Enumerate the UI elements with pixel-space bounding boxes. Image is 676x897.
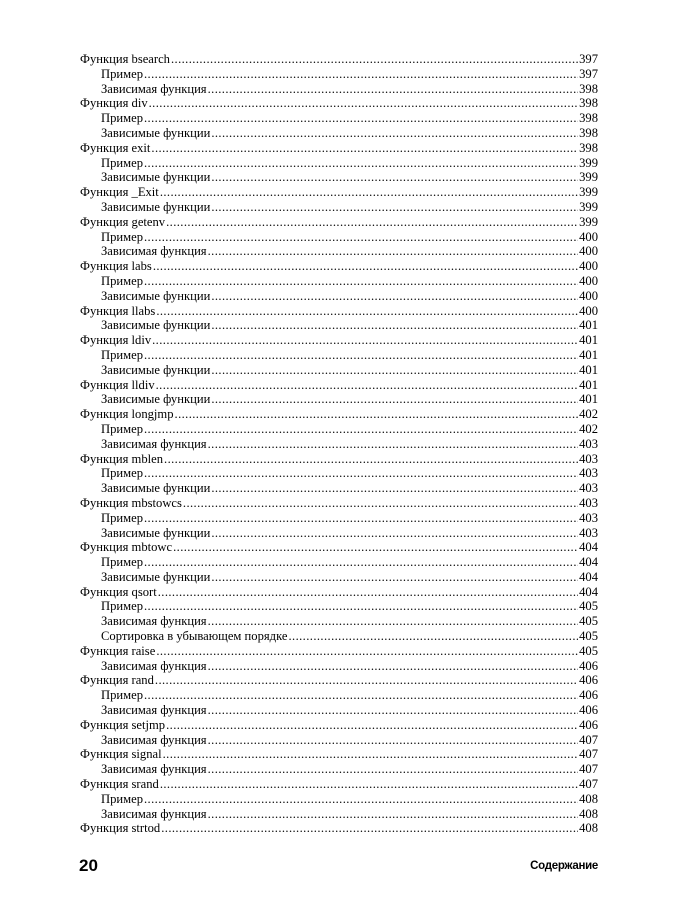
toc-entry-title: Зависимая функция (101, 436, 207, 451)
toc-entry (80, 673, 598, 688)
toc-entry-page: 406 (579, 658, 598, 673)
toc-entry-page: 404 (579, 569, 598, 584)
toc-entry-title: Зависимые функции (101, 392, 211, 407)
toc-entry-title: Функция srand (80, 777, 159, 792)
toc-entry-title: Зависимая функция (101, 703, 207, 718)
toc-entry (80, 511, 598, 526)
toc-entry (80, 200, 598, 215)
toc-entry-title: Функция bsearch (80, 52, 170, 66)
toc-entry-page: 398 (579, 125, 598, 140)
toc-entry-page: 399 (579, 185, 598, 200)
toc-entry-title: Зависимые функции (101, 125, 211, 140)
toc-entry (80, 141, 598, 156)
toc-entry (80, 96, 598, 111)
toc-entry (80, 348, 598, 363)
toc-entry (80, 540, 598, 555)
toc-entry-page: 407 (579, 732, 598, 747)
toc-entry-title: Зависимые функции (101, 525, 211, 540)
toc-entry (80, 422, 598, 437)
toc-entry-page: 405 (579, 614, 598, 629)
toc-entry-page: 400 (579, 303, 598, 318)
toc-entry-page: 400 (579, 229, 598, 244)
dot-leader (208, 82, 579, 97)
toc-entry-page: 404 (579, 584, 598, 599)
toc-entry-title: Пример (101, 66, 143, 81)
dot-leader (149, 96, 578, 111)
dot-leader (208, 437, 579, 452)
dot-leader (288, 629, 578, 644)
toc-entry-title: Пример (101, 421, 143, 436)
toc-entry-page: 402 (579, 421, 598, 436)
dot-leader (144, 688, 578, 703)
toc-entry-title: Функция setjmp (80, 717, 166, 732)
toc-entry (80, 52, 598, 67)
dot-leader (160, 185, 578, 200)
toc-entry-title: Функция div (80, 96, 148, 111)
dot-leader (173, 540, 578, 555)
toc-entry (80, 807, 598, 822)
toc-entry (80, 688, 598, 703)
toc-entry (80, 230, 598, 245)
toc-entry (80, 392, 598, 407)
toc-entry-title: Функция lldiv (80, 377, 155, 392)
dot-leader (158, 585, 578, 600)
dot-leader (153, 259, 578, 274)
toc-entry (80, 244, 598, 259)
toc-entry (80, 215, 598, 230)
toc-entry (80, 363, 598, 378)
toc-entry-page: 400 (579, 259, 598, 274)
dot-leader (166, 215, 578, 230)
dot-leader (208, 762, 579, 777)
dot-leader (151, 141, 578, 156)
toc-entry (80, 733, 598, 748)
toc-entry (80, 452, 598, 467)
dot-leader (211, 200, 578, 215)
toc-entry-page: 399 (579, 170, 598, 185)
dot-leader (161, 821, 578, 836)
toc-entry (80, 555, 598, 570)
toc-entry (80, 614, 598, 629)
toc-entry-page: 406 (579, 703, 598, 718)
toc-entry-title: Функция labs (80, 259, 152, 274)
dot-leader (208, 703, 579, 718)
dot-leader (211, 526, 578, 541)
toc-entry-title: Функция signal (80, 747, 162, 762)
toc-entry-page: 407 (579, 762, 598, 777)
toc-entry (80, 304, 598, 319)
toc-entry-page: 400 (579, 288, 598, 303)
toc-entry-title: Зависимая функция (101, 614, 207, 629)
toc-entry (80, 259, 598, 274)
dot-leader (175, 407, 579, 422)
dot-leader (211, 289, 578, 304)
toc-entry (80, 481, 598, 496)
toc-entry-page: 403 (579, 451, 598, 466)
toc-entry-page: 400 (579, 273, 598, 288)
toc-entry-title: Функция getenv (80, 214, 166, 229)
dot-leader (156, 644, 578, 659)
dot-leader (144, 156, 578, 171)
toc-entry-title: Пример (101, 229, 143, 244)
toc-entry-page: 405 (579, 599, 598, 614)
toc-entry-title: Зависимые функции (101, 481, 211, 496)
toc-entry-page: 398 (579, 96, 598, 111)
toc-entry (80, 185, 598, 200)
dot-leader (144, 792, 578, 807)
toc-entry (80, 170, 598, 185)
toc-entry-title: Функция qsort (80, 584, 157, 599)
toc-entry (80, 747, 598, 762)
toc-entry-page: 399 (579, 199, 598, 214)
toc-entry (80, 629, 598, 644)
toc-entry-title: Функция exit (80, 140, 151, 155)
toc-entry-title: Функция longjmp (80, 407, 174, 422)
toc-entry-title: Функция strtod (80, 821, 161, 836)
toc-entry (80, 156, 598, 171)
dot-leader (211, 392, 578, 407)
toc-entry (80, 289, 598, 304)
dot-leader (160, 777, 578, 792)
toc-entry (80, 407, 598, 422)
toc-entry (80, 777, 598, 792)
toc-entry-title: Зависимые функции (101, 288, 211, 303)
toc-entry (80, 318, 598, 333)
toc-entry-page: 397 (579, 52, 598, 66)
page-number: 20 (79, 856, 98, 875)
toc-entry-title: Зависимые функции (101, 170, 211, 185)
toc-entry (80, 659, 598, 674)
toc-entry-title: Зависимые функции (101, 199, 211, 214)
toc-entry-title: Пример (101, 555, 143, 570)
toc-entry-title: Функция _Exit (80, 185, 159, 200)
dot-leader (144, 67, 578, 82)
toc-entry-page: 407 (579, 747, 598, 762)
toc-entry-page: 401 (579, 333, 598, 348)
toc-entry-title: Функция mblen (80, 451, 164, 466)
toc-entry-title: Функция rand (80, 673, 154, 688)
toc-entry-title: Зависимая функция (101, 762, 207, 777)
dot-leader (164, 452, 578, 467)
dot-leader (144, 230, 578, 245)
dot-leader (144, 274, 578, 289)
dot-leader (211, 170, 578, 185)
dot-leader (208, 807, 579, 822)
toc-entry-title: Функция llabs (80, 303, 156, 318)
toc-entry-page: 403 (579, 481, 598, 496)
toc-entry-title: Зависимые функции (101, 318, 211, 333)
toc-entry-page: 402 (579, 407, 598, 422)
toc-entry (80, 599, 598, 614)
toc-entry-title: Пример (101, 273, 143, 288)
toc-entry-page: 400 (579, 244, 598, 259)
dot-leader (211, 570, 578, 585)
toc-entry-page: 405 (579, 629, 598, 644)
toc-entry-page: 401 (579, 362, 598, 377)
toc-entry-page: 399 (579, 214, 598, 229)
dot-leader (211, 481, 578, 496)
toc-entry-page: 408 (579, 821, 598, 836)
toc-entry-page: 403 (579, 510, 598, 525)
toc-entry-title: Функция raise (80, 643, 156, 658)
dot-leader (211, 318, 578, 333)
toc-entry-title: Пример (101, 466, 143, 481)
dot-leader (144, 599, 578, 614)
toc-entry-page: 398 (579, 111, 598, 126)
dot-leader (183, 496, 578, 511)
toc-entry-page: 403 (579, 495, 598, 510)
dot-leader (156, 378, 578, 393)
toc-entry-page: 401 (579, 318, 598, 333)
toc-entry (80, 792, 598, 807)
toc-entry-title: Пример (101, 599, 143, 614)
toc-entry (80, 644, 598, 659)
dot-leader (211, 363, 578, 378)
toc-entry-title: Пример (101, 510, 143, 525)
toc-entry-title: Функция ldiv (80, 333, 152, 348)
dot-leader (144, 555, 578, 570)
toc-entry-title: Пример (101, 688, 143, 703)
dot-leader (144, 466, 578, 481)
toc-entry-page: 398 (579, 140, 598, 155)
toc-entry (80, 82, 598, 97)
dot-leader (144, 111, 578, 126)
toc-entry-page: 403 (579, 436, 598, 451)
dot-leader (144, 422, 578, 437)
toc-entry-page: 405 (579, 643, 598, 658)
toc-entry-page: 397 (579, 66, 598, 81)
toc-entry-page: 407 (579, 777, 598, 792)
toc-entry (80, 570, 598, 585)
toc-entry-title: Зависимые функции (101, 362, 211, 377)
toc-entry-page: 403 (579, 466, 598, 481)
toc-entry-page: 401 (579, 377, 598, 392)
toc-entry-title: Функция mbtowc (80, 540, 173, 555)
toc-entry-title: Пример (101, 347, 143, 362)
toc-entry-page: 403 (579, 525, 598, 540)
toc-entry-page: 408 (579, 806, 598, 821)
dot-leader (171, 52, 578, 67)
dot-leader (208, 733, 579, 748)
toc-entry-page: 398 (579, 81, 598, 96)
toc-entry-page: 406 (579, 688, 598, 703)
toc-entry-title: Зависимые функции (101, 569, 211, 584)
toc-entry-title: Пример (101, 791, 143, 806)
toc-entry-title: Зависимая функция (101, 244, 207, 259)
toc-entry-page: 408 (579, 791, 598, 806)
dot-leader (152, 333, 578, 348)
dot-leader (211, 126, 578, 141)
toc-entry (80, 703, 598, 718)
toc-entry (80, 111, 598, 126)
toc-entry-page: 401 (579, 347, 598, 362)
dot-leader (166, 718, 578, 733)
toc-entry-page: 404 (579, 540, 598, 555)
toc-entry-title: Функция mbstowcs (80, 495, 182, 510)
toc-entry-page: 401 (579, 392, 598, 407)
toc-entry-page: 406 (579, 717, 598, 732)
running-footer-section: Содержание (530, 860, 598, 872)
dot-leader (144, 511, 578, 526)
dot-leader (144, 348, 578, 363)
dot-leader (208, 614, 579, 629)
toc-entry (80, 718, 598, 733)
toc-entry (80, 67, 598, 82)
toc-entry-page: 399 (579, 155, 598, 170)
toc-entry (80, 333, 598, 348)
dot-leader (163, 747, 579, 762)
table-of-contents (80, 52, 598, 836)
toc-entry-title: Сортировка в убывающем порядке (101, 629, 288, 644)
toc-entry-title: Зависимая функция (101, 732, 207, 747)
toc-entry (80, 378, 598, 393)
toc-entry-page: 404 (579, 555, 598, 570)
toc-entry (80, 274, 598, 289)
toc-entry-title: Пример (101, 155, 143, 170)
toc-entry-title: Пример (101, 111, 143, 126)
toc-entry-title: Зависимая функция (101, 806, 207, 821)
toc-entry (80, 126, 598, 141)
toc-entry-title: Зависимая функция (101, 658, 207, 673)
dot-leader (155, 673, 578, 688)
toc-entry (80, 821, 598, 836)
dot-leader (208, 659, 579, 674)
toc-entry-title: Зависимая функция (101, 81, 207, 96)
toc-entry (80, 466, 598, 481)
toc-entry-page: 406 (579, 673, 598, 688)
dot-leader (156, 304, 578, 319)
toc-entry (80, 526, 598, 541)
toc-entry (80, 762, 598, 777)
toc-entry (80, 585, 598, 600)
toc-entry (80, 496, 598, 511)
toc-entry (80, 437, 598, 452)
dot-leader (208, 244, 579, 259)
